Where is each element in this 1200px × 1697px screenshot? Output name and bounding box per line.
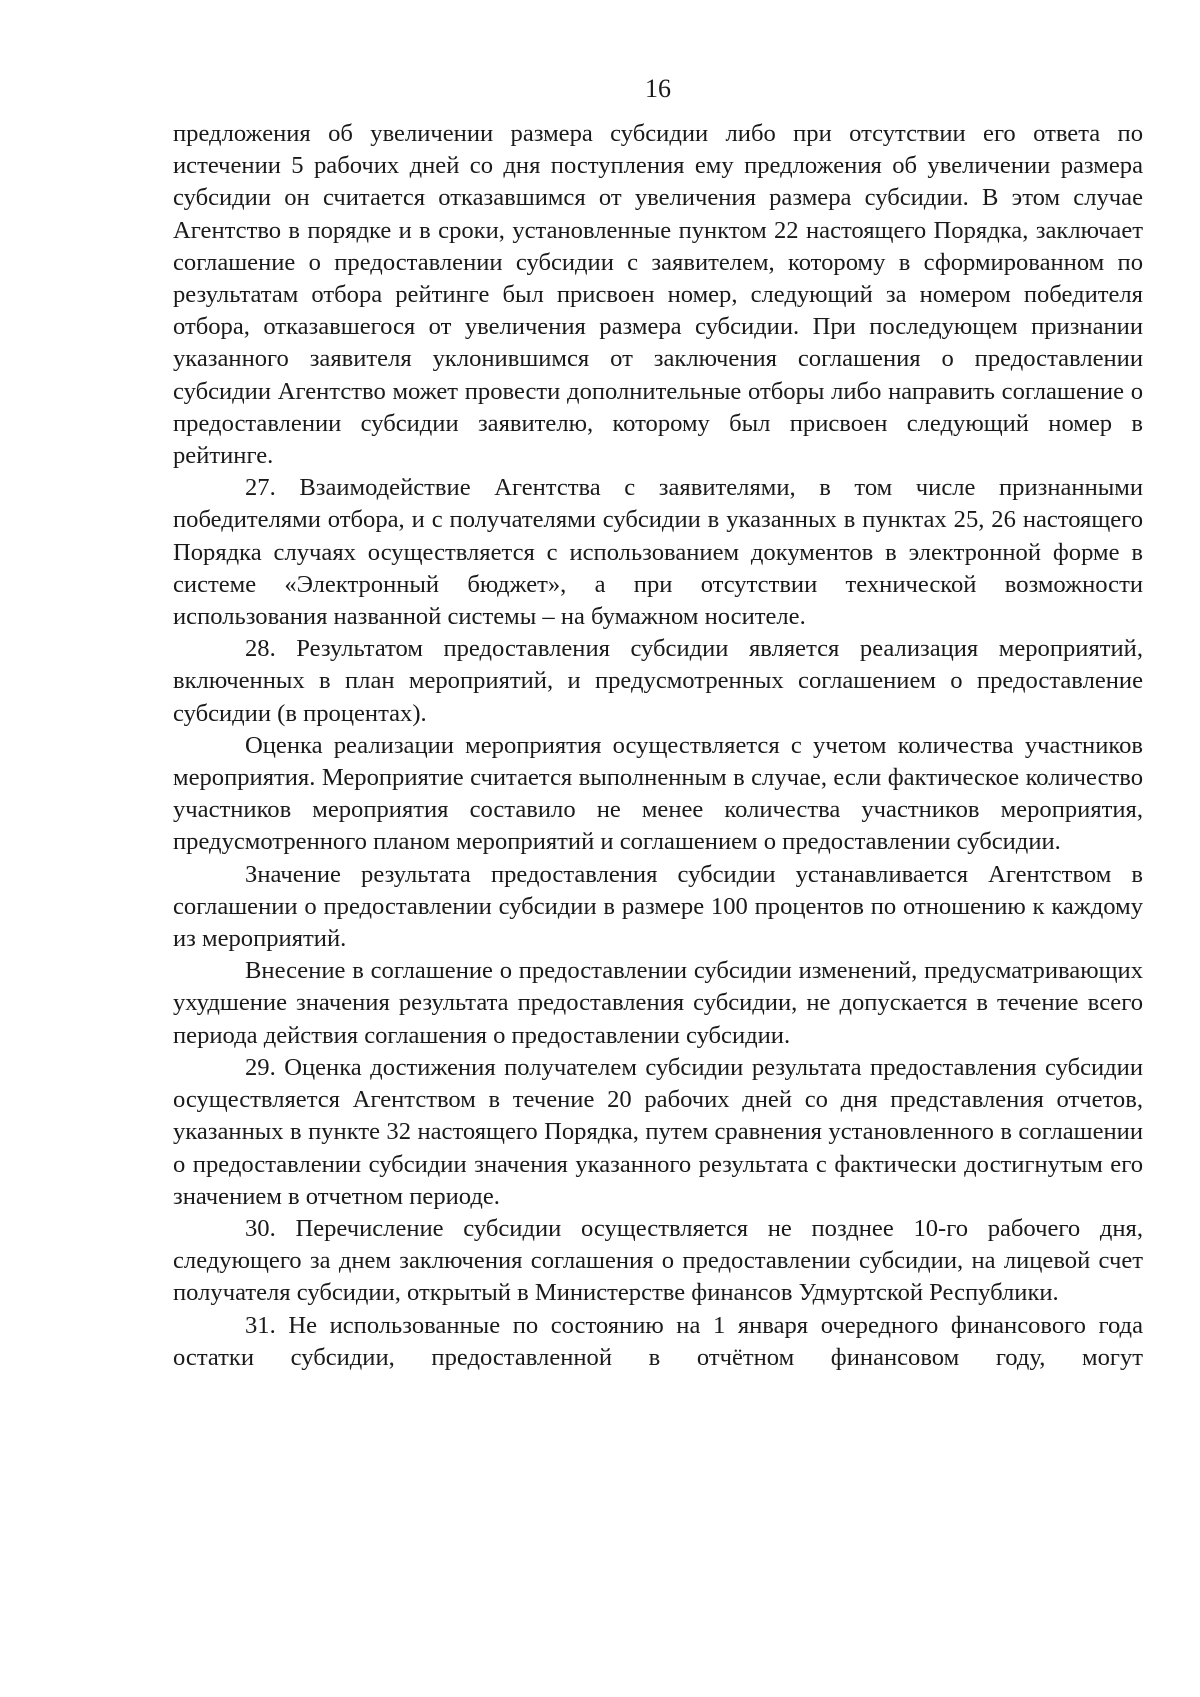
paragraph-assessment: Оценка реализации мероприятия осуществляется с учетом количества участников мероприятия. Мероприятие считается выполненным в случае, если фактическое количество участников мероприятия составило не менее количества участников мероприятия, предусмотренного планом мероприятий и соглашением о предоставлении субсидии. [173, 731, 1143, 856]
paragraph-item-28: 28. Результатом предоставления субсидии является реализация мероприятий, включенных в план мероприятий, и предусмотренных соглашением о предоставление субсидии (в процентах). [173, 635, 1143, 727]
paragraph-item-29: 29. Оценка достижения получателем субсидии результата предоставления субсидии осуществляется Агентством в течение 20 рабочих дней со дня представления отчетов, указанных в пункте 32 настоящего Порядка, путем сравнения установленного в соглашении о предоставлении субсидии значения указанного результата с фактически достигнутым его значением в отчетном периоде. [173, 1053, 1143, 1210]
paragraph-amendments: Внесение в соглашение о предоставлении субсидии изменений, предусматривающих ухудшение значения результата предоставления субсидии, не допускается в течение всего периода действия соглашения о предоставлении субсидии. [173, 957, 1143, 1049]
paragraph-item-27: 27. Взаимодействие Агентства с заявителями, в том числе признанными победителями отбора, и с получателями субсидии в указанных в пунктах 25, 26 настоящего Порядка случаях осуществляется с использованием документов в электронной форме в системе «Электронный бюджет», а при отсутствии технической возможности использования названной системы – на бумажном носителе. [173, 474, 1143, 631]
document-body [173, 118, 1143, 1374]
paragraph-continuation: предложения об увеличении размера субсидии либо при отсутствии его ответа по истечении 5 рабочих дней со дня поступления ему предложения об увеличении размера субсидии он считается отказавшимся от увеличения размера субсидии. В этом случае Агентство в порядке и в сроки, установленные пунктом 22 настоящего Порядка, заключает соглашение о предоставлении субсидии с заявителем, которому в сформированном по результатам отбора рейтинге был присвоен номер, следующий за номером победителя отбора, отказавшегося от увеличения размера субсидии. При последующем признании указанного заявителя уклонившимся от заключения соглашения о предоставлении субсидии Агентство может провести дополнительные отборы либо направить соглашение о предоставлении субсидии заявителю, которому был присвоен следующий номер в рейтинге. [173, 120, 1143, 470]
page-number: 16 [645, 74, 671, 103]
paragraph-item-30: 30. Перечисление субсидии осуществляется не позднее 10-го рабочего дня, следующего за днем заключения соглашения о предоставлении субсидии, на лицевой счет получателя субсидии, открытый в Министерстве финансов Удмуртской Республики. [173, 1214, 1143, 1307]
paragraph-item-31: 31. Не использованные по состоянию на 1 января очередного финансового года остатки субсидии, предоставленной в отчётном финансовом году, могут [173, 1311, 1143, 1371]
paragraph-result-value: Значение результата предоставления субсидии устанавливается Агентством в соглашении о предоставлении субсидии в размере 100 процентов по отношению к каждому из мероприятий. [173, 860, 1143, 953]
